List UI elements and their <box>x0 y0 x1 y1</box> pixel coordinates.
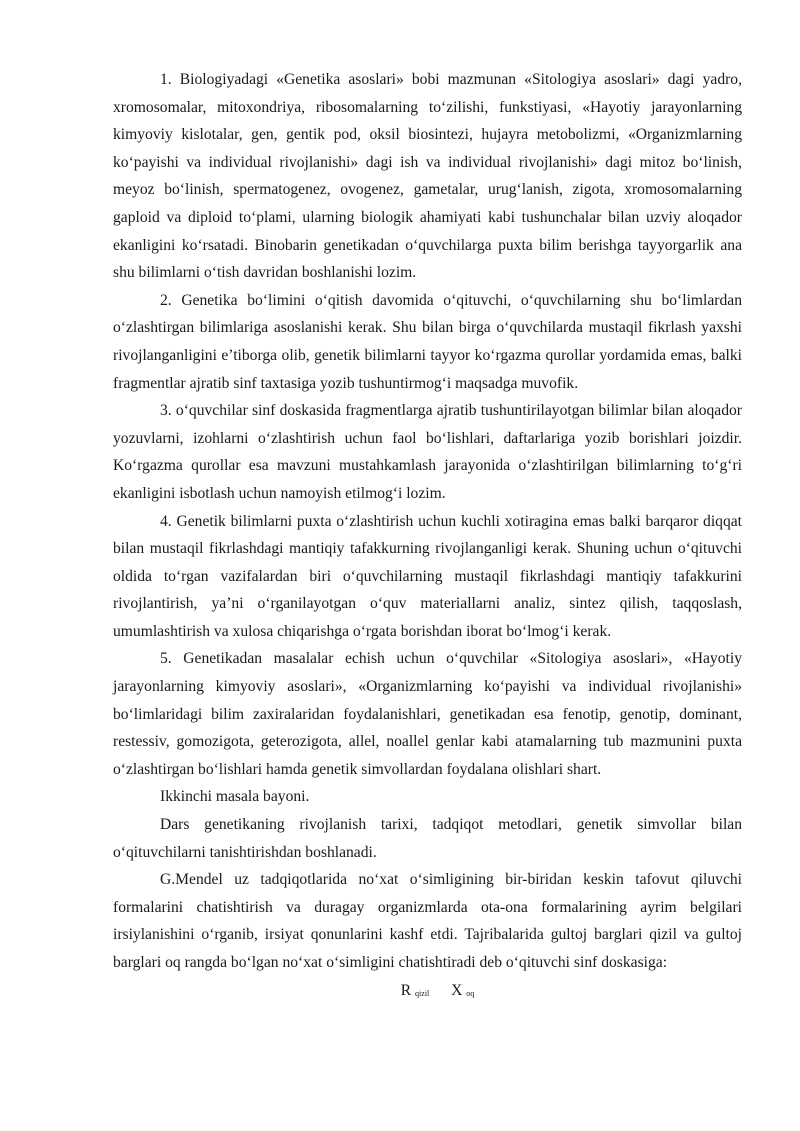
paragraph-3: 3. o‘quvchilar sinf doskasida fragmentlarga ajratib tushuntirilayotgan bilimlar bilan aloqador yozuvlarni, izohlarni o‘zlashtirish uchun faol bo‘lishlari, daftarlariga yozib borishlari joizdir. Ko‘rgazma qurollar esa mavzuni mustahkamlash jarayonida o‘zlashtirilgan bilimlarning to‘g‘ri ekanligini isbotlash uchun namoyish etilmog‘i lozim. <box>113 402 742 502</box>
paragraph-4: 4. Genetik bilimlarni puxta o‘zlashtirish uchun kuchli xotiragina emas balki barqaror diqqat bilan mustaqil fikrlashdagi mantiqiy tafakkurning rivojlanganligi kerak. Shuning uchun o‘qituvchi oldida to‘rgan vazifalardan biri o‘quvchilarning mustaqil fikrlashdagi mantiqiy tafakkurini rivojlantirish, ya’ni o‘rganilayotgan o‘quv materiallarni analiz, sintez qilish, taqqoslash, umumlashtirish va xulosa chiqarishga o‘rgata borishdan iborat bo‘lmog‘i kerak. <box>113 512 742 640</box>
paragraph-1: 1. Biologiyadagi «Genetika asoslari» bobi mazmunan «Sitologiya asoslari» dagi yadro, xromosomalar, mitoxondriya, ribosomalarning to‘zilishi, funkstiyasi, «Hayotiy jarayonlarning kimyoviy kislotalar, gen, gentik pod, oksil biosintezi, hujayra metobolizmi, «Organizmlarning ko‘payishi va individual rivojlanishi» dagi ish va individual rivojlanishi» dagi mitoz bo‘linish, meyoz bo‘linish, spermatogenez, ovogenez, gametalar, urug‘lanish, zigota, xromosomalarning gaploid va diploid to‘plami, ularning biologik ahamiyati kabi tushunchalar bilan uzviy aloqador ekanligini ko‘rsatadi. Binobarin genetikadan o‘quvchilarga puxta bilim berishga tayyorgarlik ana shu bilimlarni o‘tish davridan boshlanishi lozim. <box>113 71 742 282</box>
paragraph-8: G.Mendel uz tadqiqotlarida no‘xat o‘simligining bir-biridan keskin tafovut qiluvchi formalarini chatishtirish va duragay organizmlarda ota-ona formalarining ayrim belgilari irsiylanishini o‘rganib, irsiyat qonunlarini kashf etdi. Tajribalarida gultoj barglari qizil va gultoj barglari oq rangda bo‘lgan no‘xat o‘simligini chatishtiradi deb o‘qituvchi sinf doskasiga: <box>113 871 742 971</box>
parent-subscript-left: qizil <box>415 988 430 998</box>
section-heading: Ikkinchi masala bayoni. <box>160 788 310 806</box>
document-page <box>113 66 742 1007</box>
cross-symbol: X <box>451 981 463 999</box>
parent-symbol-left: R <box>400 981 412 999</box>
paragraph-7: Dars genetikaning rivojlanish tarixi, tadqiqot metodlari, genetik simvollar bilan o‘qituvchilarni tanishtirishdan boshlanadi. <box>113 816 742 861</box>
cross-formula <box>113 977 742 1008</box>
paragraph-2: 2. Genetika bo‘limini o‘qitish davomida o‘qituvchi, o‘quvchilarning shu bo‘limlardan o‘zlashtirgan bilimlariga asoslanishi kerak. Shu bilan birga o‘quvchilarda mustaqil fikrlash yaxshi rivojlanganligini e’tiborga olib, genetik bilimlarni tayyor ko‘rgazma qurollar yordamida emas, balki fragmentlar ajratib sinf taxtasiga yozib tushuntirmog‘i maqsadga muvofik. <box>113 291 742 392</box>
paragraph-5: 5. Genetikadan masalalar echish uchun o‘quvchilar «Sitologiya asoslari», «Hayotiy jarayonlarning kimyoviy asoslari», «Organizmlarning ko‘payishi va individual rivojlanishi» bo‘limlaridagi bilim zaxiralaridan foydalanishlari, genetikadan esa fenotip, genotip, dominant, restessiv, gomozigota, geterozigota, allel, noallel genlar kabi atamalarning tub mazmunini puxta o‘zlashtirgan bo‘lishlari hamda genetik simvollardan foydalana olishlari shart. <box>113 650 742 778</box>
parent-subscript-right: oq <box>466 988 475 998</box>
